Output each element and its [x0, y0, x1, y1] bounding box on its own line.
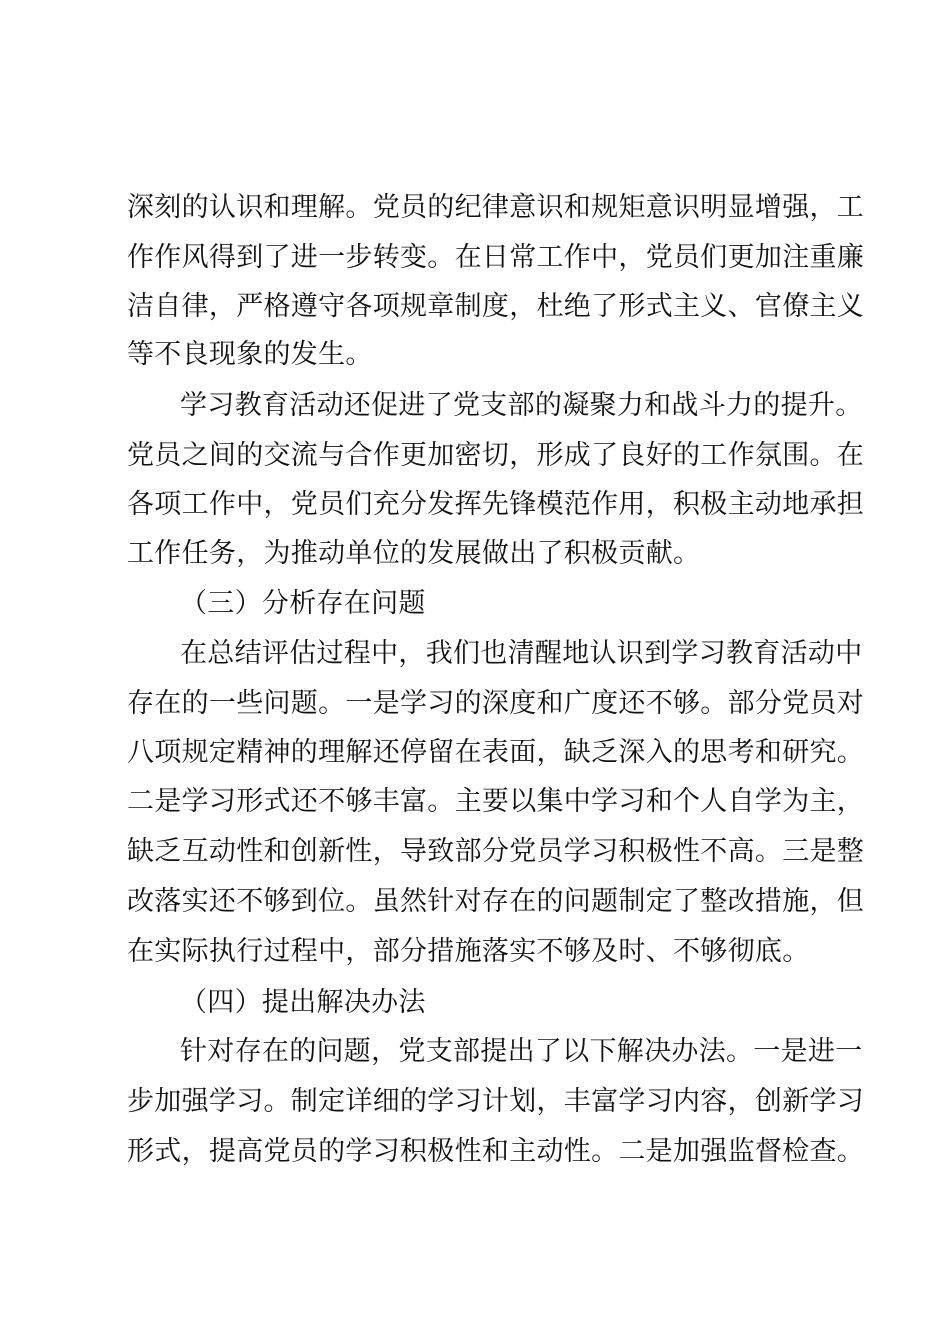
text-line: 工作任务，为推动单位的发展做出了积极贡献。 — [127, 538, 701, 569]
text-line: 党员之间的交流与合作更加密切，形成了良好的工作氛围。在 — [127, 440, 865, 471]
text-line: 洁自律，严格遵守各项规章制度，杜绝了形式主义、官僚主义 — [127, 291, 865, 322]
section-heading: （四）提出解决办法 — [180, 987, 426, 1018]
paragraph-first-line: 学习教育活动还促进了党支部的凝聚力和战斗力的提升。 — [180, 390, 863, 421]
text-line: 等不良现象的发生。 — [127, 339, 373, 370]
text-line: 八项规定精神的理解还停留在表面，缺乏深入的思考和研究。 — [127, 737, 865, 768]
text-line: 在实际执行过程中，部分措施落实不够及时、不够彻底。 — [127, 936, 810, 967]
paragraph-first-line: 针对存在的问题，党支部提出了以下解决办法。一是进一 — [180, 1036, 863, 1067]
text-line: 缺乏互动性和创新性，导致部分党员学习积极性不高。三是整 — [127, 836, 865, 867]
text-line: 步加强学习。制定详细的学习计划，丰富学习内容，创新学习 — [127, 1086, 865, 1117]
text-line: 各项工作中，党员们充分发挥先锋模范作用，积极主动地承担 — [127, 489, 865, 520]
text-line: 改落实还不够到位。虽然针对存在的问题制定了整改措施，但 — [127, 886, 865, 917]
text-line: 深刻的认识和理解。党员的纪律意识和规矩意识明显增强，工 — [127, 192, 865, 223]
text-line: 作作风得到了进一步转变。在日常工作中，党员们更加注重廉 — [127, 242, 865, 273]
section-heading: （三）分析存在问题 — [180, 588, 426, 619]
text-line: 形式，提高党员的学习积极性和主动性。二是加强监督检查。 — [127, 1136, 865, 1167]
text-line: 存在的一些问题。一是学习的深度和广度还不够。部分党员对 — [127, 688, 865, 719]
paragraph-first-line: 在总结评估过程中，我们也清醒地认识到学习教育活动中 — [180, 638, 863, 669]
text-line: 二是学习形式还不够丰富。主要以集中学习和个人自学为主， — [127, 786, 865, 817]
